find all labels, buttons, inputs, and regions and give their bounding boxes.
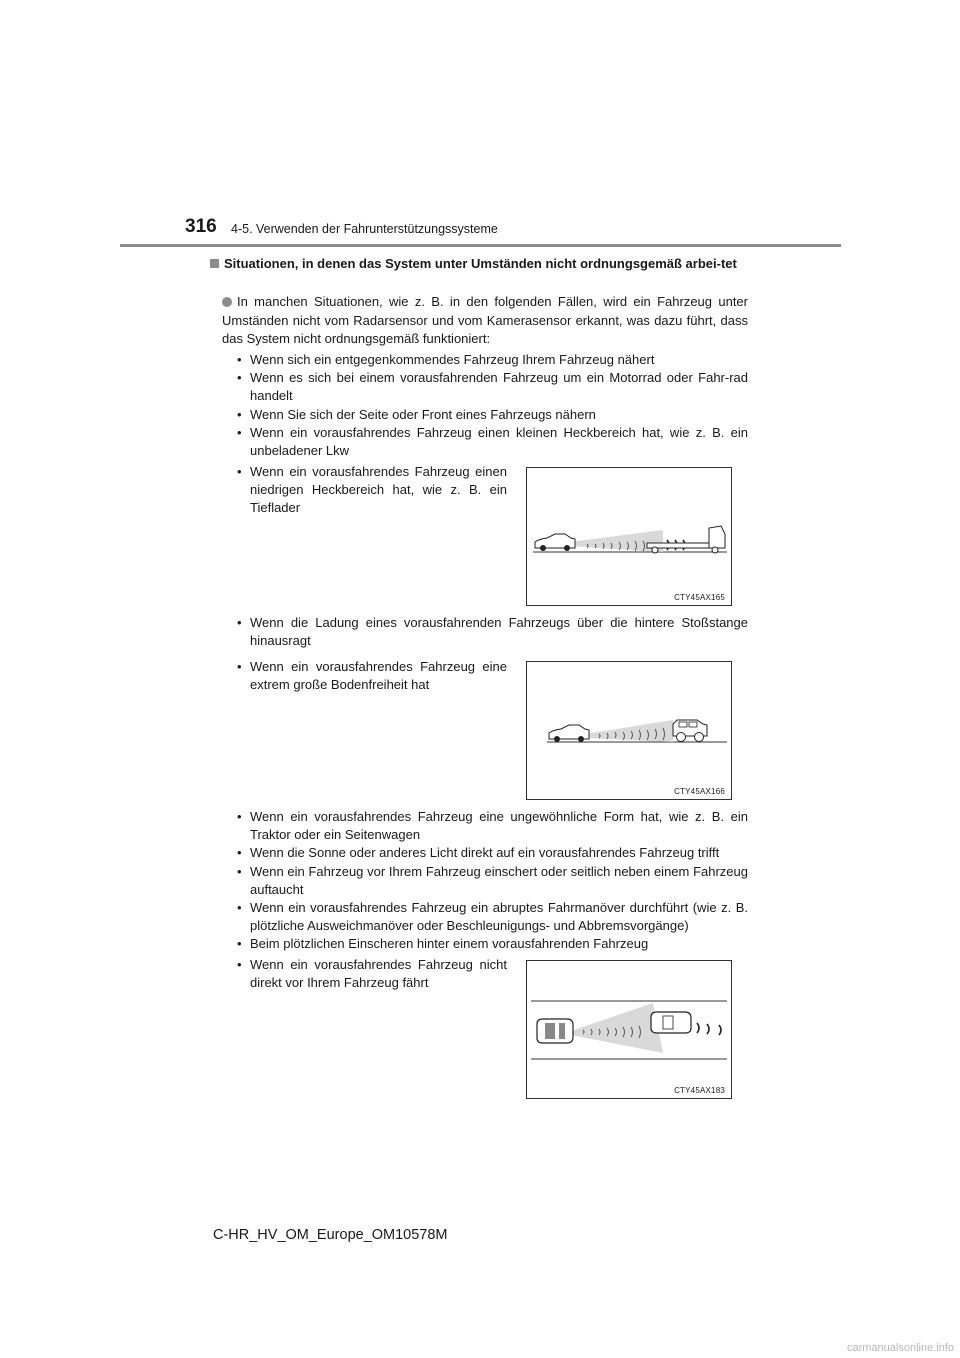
header-rule [120,244,841,247]
list-item: • Beim plötzlichen Einscheren hinter einem vorausfahrenden Fahrzeug [237,935,748,953]
figure-code: CTY45AX183 [674,1086,725,1095]
list-fig1 [237,463,507,518]
list-item: • Wenn ein vorausfahrendes Fahrzeug eine ungewöhnliche Form hat, wie z. B. ein Traktor oder ein Seitenwagen [237,808,748,844]
figure-code: CTY45AX166 [674,787,725,796]
list-item: • Wenn die Sonne oder anderes Licht direkt auf ein vorausfahrendes Fahrzeug trifft [237,844,748,862]
list-item: • Wenn ein vorausfahrendes Fahrzeug einen kleinen Heckbereich hat, wie z. B. ein unbeladener Lkw [237,424,748,460]
square-bullet-icon [210,259,219,268]
list-fig3 [237,956,507,992]
list-b [237,614,748,650]
figure-code: CTY45AX165 [674,593,725,602]
circle-bullet-icon [222,297,232,307]
figure-offset-vehicle [526,960,732,1099]
intro-text: In manchen Situationen, wie z. B. in den folgenden Fällen, wird ein Fahrzeug unter Umständen nicht vom Radarsensor und vom Kamerasensor erkannt, was dazu führt, dass das System nicht ordnungsgemäß funktioniert: [222,294,748,346]
list-fig2 [237,658,507,694]
list-a [237,351,748,460]
figure-low-rear-illustration [527,468,731,605]
footer-document-id: C-HR_HV_OM_Europe_OM10578M [213,1227,448,1243]
list-item: • Wenn sich ein entgegenkommendes Fahrzeug Ihrem Fahrzeug nähert [237,351,748,369]
section-heading-text: Situationen, in denen das System unter Umständen nicht ordnungsgemäß arbei-tet [224,256,737,271]
list-item: • Wenn die Ladung eines vorausfahrenden Fahrzeugs über die hintere Stoßstange hinausragt [237,614,748,650]
list-item: • Wenn ein vorausfahrendes Fahrzeug eine extrem große Bodenfreiheit hat [237,658,507,694]
list-c [237,808,748,954]
figure-high-clearance-illustration [527,662,731,799]
list-item: • Wenn ein Fahrzeug vor Ihrem Fahrzeug einschert oder seitlich neben einem Fahrzeug auftaucht [237,863,748,899]
page-number: 316 [185,216,217,237]
list-item: • Wenn ein vorausfahrendes Fahrzeug ein abruptes Fahrmanöver durchführt (wie z. B. plötzliche Ausweichmanöver oder Beschleunigungs- und Abbremsvorgänge) [237,899,748,935]
list-item: • Wenn ein vorausfahrendes Fahrzeug nicht direkt vor Ihrem Fahrzeug fährt [237,956,507,992]
figure-low-rear-vehicle [526,467,732,606]
watermark: carmanualsonline.info [846,1342,954,1354]
list-item: • Wenn Sie sich der Seite oder Front eines Fahrzeugs nähern [237,406,748,424]
figure-high-clearance-vehicle [526,661,732,800]
figure-offset-illustration [527,961,731,1098]
section-title: 4-5. Verwenden der Fahrunterstützungssysteme [231,222,498,236]
list-item: • Wenn ein vorausfahrendes Fahrzeug einen niedrigen Heckbereich hat, wie z. B. ein Tieflader [237,463,507,518]
intro-paragraph [222,293,748,349]
section-heading [210,254,748,273]
list-item: • Wenn es sich bei einem vorausfahrenden Fahrzeug um ein Motorrad oder Fahr-rad handelt [237,369,748,405]
